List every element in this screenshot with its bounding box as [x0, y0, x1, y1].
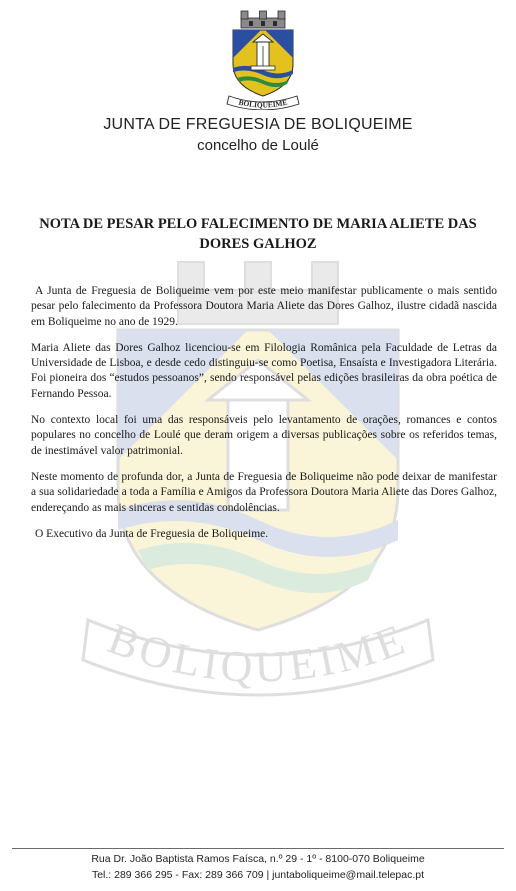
paragraph-4: Neste momento de profunda dor, a Junta de Freguesia de Boliqueime não pode deixar de manifestar a sua solidariedade a toda a Família e Amigos da Professora Doutora Maria Aliete das Dores Galhoz, endereçando as mais sinceras e sentidas condolências. [31, 470, 497, 514]
ribbon-banner [227, 96, 299, 110]
crest-logo [221, 8, 305, 110]
shield-icon [233, 30, 293, 96]
organization-name: JUNTA DE FREGUESIA DE BOLIQUEIME [103, 116, 413, 133]
watermark-ribbon-text: BOLIQUEIME [101, 613, 415, 692]
paragraph-1: A Junta de Freguesia de Boliqueime vem por este meio manifestar publicamente o mais sentido pesar pelo falecimento da Professora Doutora Maria Aliete das Dores Galhoz, ilustre cidadã nascida em Boliqueime no ano de 1929. [31, 285, 497, 328]
footer-contacts: Tel.: 289 366 295 - Fax: 289 366 709 | juntaboliqueime@mail.telepac.pt [91, 869, 425, 881]
paragraph-3: No contexto local foi uma das responsáveis pelo levantamento de orações, romances e contos populares no concelho de Loulé que deram origem a diversas publicações sobre os referidos temas, de inestimável valor patrimonial. [31, 414, 497, 457]
municipality-name: concelho de Loulé [197, 137, 319, 154]
ribbon-text: BOLIQUEIME [237, 97, 289, 110]
mural-crown-icon [241, 11, 285, 28]
document-body [31, 284, 497, 553]
svg-text:BOLIQUEIME [238, 98, 288, 110]
signature-line: O Executivo da Junta de Freguesia de Boliqueime. [35, 527, 269, 540]
footer-divider [12, 848, 504, 849]
document-title: NOTA DE PESAR PELO FALECIMENTO DE MARIA ALIETE DAS DORES GALHOZ [39, 216, 477, 252]
paragraph-2: Maria Aliete das Dores Galhoz licenciou-se em Filologia Românica pela Faculdade de Letras da Universidade de Lisboa, e desde cedo distinguiu-se como Poetisa, Ensaísta e Investigadora Literária. Foi pioneira dos “estudos pessoanos”, sendo responsável pelas edições brasileiras da obra poética de Fernando Pessoa. [31, 341, 497, 400]
footer-address: Rua Dr. João Baptista Ramos Faísca, n.º 29 - 1º - 8100-070 Boliqueime [91, 853, 425, 865]
